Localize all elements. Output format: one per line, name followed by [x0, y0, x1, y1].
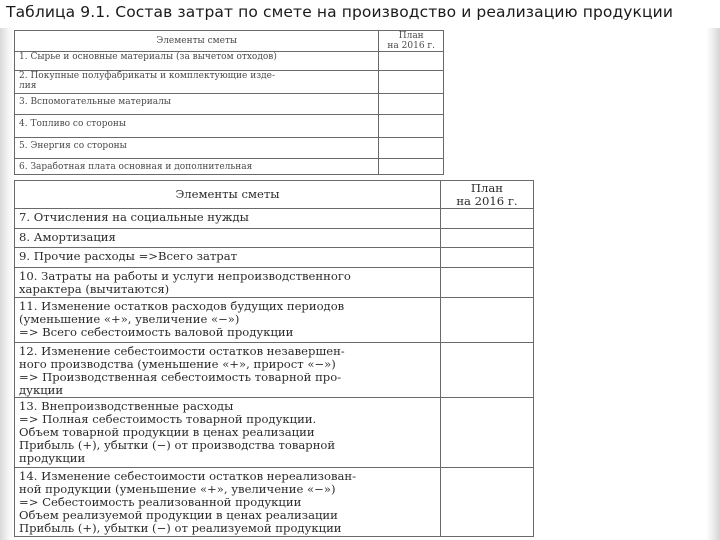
header-elements: Элементы сметы — [15, 181, 441, 209]
row-label: 1. Сырье и основные материалы (за вычетом отходов) — [15, 52, 379, 71]
table-row — [15, 248, 534, 268]
plan-value-cell[interactable] — [440, 398, 533, 468]
table-row — [15, 229, 534, 248]
table-row — [15, 398, 534, 468]
plan-value-cell[interactable] — [440, 229, 533, 248]
table-row — [15, 343, 534, 398]
table-row — [15, 138, 444, 159]
table-row — [15, 115, 444, 138]
row-label: 8. Амортизация — [15, 229, 441, 248]
row-label: 9. Прочие расходы =>Всего затрат — [15, 248, 441, 268]
row-label: 3. Вспомогательные материалы — [15, 94, 379, 115]
row-label: 4. Топливо со стороны — [15, 115, 379, 138]
table-header-row — [15, 31, 444, 52]
table-header-row — [15, 181, 534, 209]
row-label: 12. Изменение себестоимости остатков незавершен- ного производства (уменьшение «+», прирост «−») => Производственная себестоимость товарной про- дукции — [15, 343, 441, 398]
header-elements: Элементы сметы — [15, 31, 379, 52]
row-label: 7. Отчисления на социальные нужды — [15, 209, 441, 229]
page-title: Таблица 9.1. Состав затрат по смете на производство и реализацию продукции — [6, 3, 674, 21]
row-label: 2. Покупные полуфабрикаты и комплектующие изде- лия — [15, 71, 379, 94]
row-label: 13. Внепроизводственные расходы => Полная себестоимость товарной продукции. Объем товарной продукции в ценах реализации Прибыль (+), убытки (−) от производства товарной продукции — [15, 398, 441, 468]
plan-value-cell[interactable] — [379, 138, 444, 159]
cost-table-part-2 — [14, 180, 534, 537]
header-plan: План на 2016 г. — [379, 31, 444, 52]
table-row — [15, 94, 444, 115]
row-label: 10. Затраты на работы и услуги непроизводственного характера (вычитаются) — [15, 268, 441, 298]
table-row — [15, 468, 534, 537]
plan-value-cell[interactable] — [440, 209, 533, 229]
plan-value-cell[interactable] — [440, 343, 533, 398]
plan-value-cell[interactable] — [440, 468, 533, 537]
plan-value-cell[interactable] — [440, 298, 533, 343]
row-label: 5. Энергия со стороны — [15, 138, 379, 159]
cost-table-part-1 — [14, 30, 444, 175]
table-row — [15, 71, 444, 94]
row-label: 11. Изменение остатков расходов будущих периодов (уменьшение «+», увеличение «−») => Всего себестоимость валовой продукции — [15, 298, 441, 343]
table-row — [15, 209, 534, 229]
table-row — [15, 52, 444, 71]
row-label: 6. Заработная плата основная и дополнительная — [15, 159, 379, 175]
plan-value-cell[interactable] — [379, 94, 444, 115]
table-row — [15, 298, 534, 343]
plan-value-cell[interactable] — [379, 52, 444, 71]
header-plan: План на 2016 г. — [440, 181, 533, 209]
plan-value-cell[interactable] — [440, 268, 533, 298]
plan-value-cell[interactable] — [440, 248, 533, 268]
table-row — [15, 159, 444, 175]
plan-value-cell[interactable] — [379, 159, 444, 175]
plan-value-cell[interactable] — [379, 115, 444, 138]
plan-value-cell[interactable] — [379, 71, 444, 94]
row-label: 14. Изменение себестоимости остатков нереализован- ной продукции (уменьшение «+», увеличение «−») => Себестоимость реализованной продукции Объем реализуемой продукции в ценах реализации Прибыль (+), убытки (−) от реализуемой продукции — [15, 468, 441, 537]
table-row — [15, 268, 534, 298]
